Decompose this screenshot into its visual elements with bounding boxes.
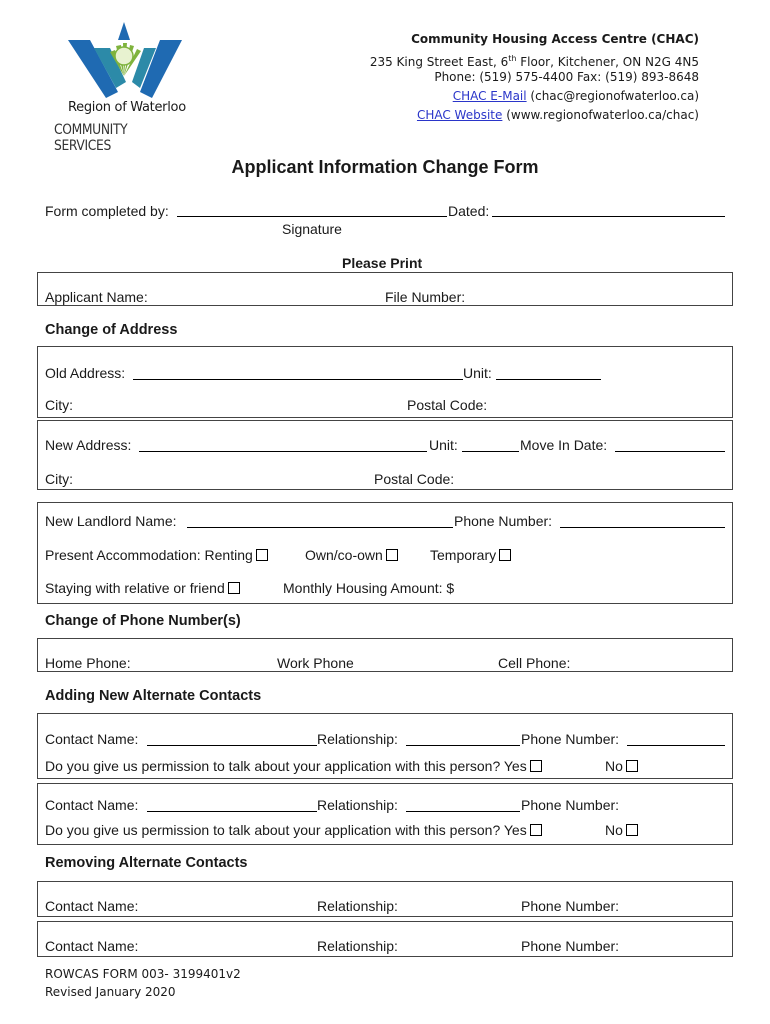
new-address-label: New Address: <box>45 437 132 453</box>
permission-no-label: No <box>605 758 623 774</box>
change-phone-heading: Change of Phone Number(s) <box>45 613 241 629</box>
permission-question: Do you give us permission to talk about your application with this person? Yes <box>45 822 527 838</box>
permission-no-label: No <box>605 822 623 838</box>
landlord-phone-field[interactable] <box>560 527 725 528</box>
old-address-label: Old Address: <box>45 365 126 381</box>
new-unit-field[interactable] <box>462 451 519 452</box>
own-co-own-row <box>305 547 398 563</box>
please-print-label: Please Print <box>342 255 423 271</box>
phones-box <box>37 638 733 672</box>
add-contact-2-name-label: Contact Name: <box>45 797 139 813</box>
chac-email <box>453 87 699 106</box>
add-contact-2-relationship-field[interactable] <box>406 811 520 812</box>
renting-label: Present Accommodation: Renting <box>45 547 253 563</box>
add-contact-1-no-row <box>605 758 638 774</box>
chac-email-link[interactable]: CHAC E-Mail <box>452 89 527 103</box>
old-address-field[interactable] <box>133 379 463 380</box>
new-address-field[interactable] <box>139 451 427 452</box>
permission-no-checkbox[interactable] <box>626 760 638 772</box>
add-contact-1-name-label: Contact Name: <box>45 731 139 747</box>
address-end: Floor, Kitchener, ON N2G 4N5 <box>516 55 699 69</box>
new-postal-code-label: Postal Code: <box>374 471 455 487</box>
own-co-own-label: Own/co-own <box>305 547 383 563</box>
add-contact-2-no-row <box>605 822 638 838</box>
add-contact-1-phone-field[interactable] <box>627 745 725 746</box>
form-title: Applicant Information Change Form <box>231 157 539 177</box>
new-city-label: City: <box>45 471 73 487</box>
own-co-own-checkbox[interactable] <box>386 549 398 561</box>
revised-date: Revised January 2020 <box>45 985 176 999</box>
move-in-date-field[interactable] <box>615 451 725 452</box>
completed-by-field[interactable] <box>177 216 447 217</box>
completed-by-label: Form completed by: <box>45 203 169 219</box>
work-phone-label: Work Phone <box>277 655 354 671</box>
waterloo-w-icon <box>60 18 200 103</box>
present-accommodation-row <box>45 547 268 563</box>
form-id: ROWCAS FORM 003- 3199401v2 <box>45 967 241 981</box>
chac-website-link[interactable]: CHAC Website <box>416 108 503 122</box>
add-contact-2-permission-row <box>45 822 542 838</box>
file-number-label: File Number: <box>385 289 466 305</box>
old-address-box <box>37 346 733 418</box>
new-landlord-field[interactable] <box>187 527 453 528</box>
new-landlord-label: New Landlord Name: <box>45 513 177 529</box>
add-contact-2-relationship-label: Relationship: <box>317 797 398 813</box>
chac-phone: Phone: (519) 575-4400 Fax: (519) 893-8648 <box>434 70 699 84</box>
add-contact-2-phone-label: Phone Number: <box>521 797 620 813</box>
chac-website-url: (www.regionofwaterloo.ca/chac) <box>502 108 699 122</box>
temporary-row <box>430 547 511 563</box>
chac-email-address: (chac@regionofwaterloo.ca) <box>526 89 699 103</box>
cell-phone-label: Cell Phone: <box>498 655 571 671</box>
add-contact-1-permission-row <box>45 758 542 774</box>
staying-with-row <box>45 580 240 596</box>
applicant-name-label: Applicant Name: <box>45 289 148 305</box>
remove-contact-1-phone-label: Phone Number: <box>521 898 620 914</box>
old-unit-label: Unit: <box>463 365 492 381</box>
add-contact-1-relationship-field[interactable] <box>406 745 520 746</box>
old-postal-code-label: Postal Code: <box>407 397 488 413</box>
staying-with-label: Staying with relative or friend <box>45 580 225 596</box>
signature-label: Signature <box>282 221 342 237</box>
add-contact-1-relationship-label: Relationship: <box>317 731 398 747</box>
chac-org-name: Community Housing Access Centre (CHAC) <box>411 32 699 46</box>
old-city-label: City: <box>45 397 73 413</box>
permission-yes-checkbox[interactable] <box>530 760 542 772</box>
home-phone-label: Home Phone: <box>45 655 131 671</box>
landlord-phone-label: Phone Number: <box>454 513 553 529</box>
old-unit-field[interactable] <box>496 379 601 380</box>
remove-contact-1-name-label: Contact Name: <box>45 898 139 914</box>
region-logo <box>54 18 200 154</box>
add-contact-1-name-field[interactable] <box>147 745 317 746</box>
address-sup: th <box>508 54 517 63</box>
change-of-address-heading: Change of Address <box>45 322 178 338</box>
remove-contact-2-relationship-label: Relationship: <box>317 938 398 954</box>
temporary-label: Temporary <box>430 547 497 563</box>
dated-field[interactable] <box>492 216 725 217</box>
move-in-date-label: Move In Date: <box>520 437 608 453</box>
adding-contacts-heading: Adding New Alternate Contacts <box>45 688 262 704</box>
permission-yes-checkbox[interactable] <box>530 824 542 836</box>
renting-checkbox[interactable] <box>256 549 268 561</box>
staying-with-checkbox[interactable] <box>228 582 240 594</box>
remove-contact-2-phone-label: Phone Number: <box>521 938 620 954</box>
removing-contacts-heading: Removing Alternate Contacts <box>45 855 248 871</box>
new-unit-label: Unit: <box>429 437 458 453</box>
remove-contact-2-name-label: Contact Name: <box>45 938 139 954</box>
permission-no-checkbox[interactable] <box>626 824 638 836</box>
temporary-checkbox[interactable] <box>499 549 511 561</box>
monthly-housing-label: Monthly Housing Amount: $ <box>283 580 455 596</box>
permission-question: Do you give us permission to talk about your application with this person? Yes <box>45 758 527 774</box>
logo-org-line: Region of Waterloo <box>68 100 186 115</box>
remove-contact-1-relationship-label: Relationship: <box>317 898 398 914</box>
address-start: 235 King Street East, 6 <box>369 55 509 69</box>
add-contact-2-name-field[interactable] <box>147 811 317 812</box>
dated-label: Dated: <box>448 203 490 219</box>
add-contact-1-phone-label: Phone Number: <box>521 731 620 747</box>
logo-services-line: COMMUNITY SERVICES <box>54 122 128 154</box>
chac-website <box>417 106 699 125</box>
